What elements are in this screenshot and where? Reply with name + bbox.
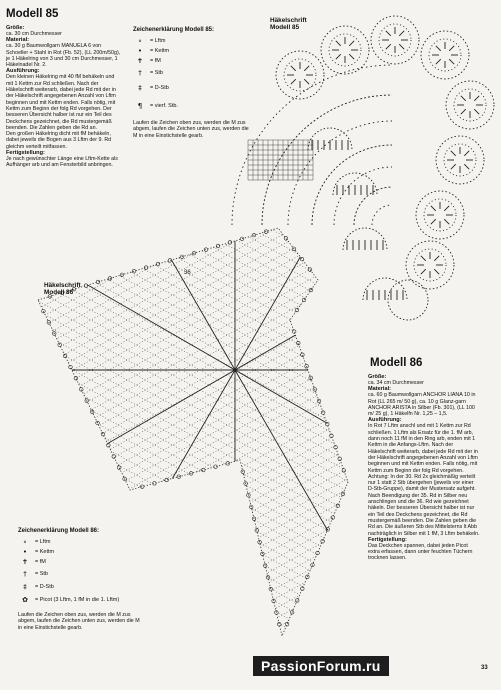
execution-label: Ausführung: — [6, 68, 40, 75]
legend-item: ✝ = fM — [18, 557, 148, 567]
legend-item: • = Kettm — [18, 547, 148, 557]
modell-86-title: Modell 86 — [370, 357, 423, 369]
legend-item: ✿ = Picot (3 Lftm, 1 fM in die 1. Lftm) — [18, 594, 148, 606]
legend-item: ∘ = Lftm — [133, 36, 253, 46]
chart-modell-85 — [232, 16, 494, 320]
chart-86-title: Häkelschrift Modell 86 — [44, 282, 81, 297]
watermark-badge: PassionForum.ru — [253, 656, 389, 676]
legend-item: ‡ = D-Stb — [133, 80, 253, 96]
material-text: ca. 60 g Baumwollgarn ANCHOR LIANA 10 in Rot (LL 265 m/ 50 g), ca. 10 g Glanz-garn ANCHOR ARISTA in Silber (Fb. 301), (LL 100 m/ 25 g), 1 Häkelfn Nr. 1,25 – 1,5. — [368, 392, 476, 418]
legend-modell-85 — [133, 27, 253, 139]
execution-text: Den kleinen Häkelring mit 40 fM behäkeln und mit 1 Kettm zur Rd schließen. Nach der Häkelschrift weiterarb, dabei jede Rd mit der in der Häkelschrift angegebenen Anzahl von Lftm beginnen und mit Kettm enden. Falls nötig, mit Kettm zum Beginn der folg Rd vorgehen. Der besseren Übersicht halber ist nur ein Teil des Deckchens gezeichnet, die Rd mustergemäß beenden. Die Zahlen geben die Rd an. — [6, 74, 116, 131]
treble-crochet-icon: ‡ — [138, 84, 142, 92]
legend-item: ✝ = fM — [133, 56, 253, 66]
legend-title: Zeichenerklärung Modell 85: — [133, 27, 215, 33]
legend-item: † = Stb — [133, 66, 253, 80]
chain-stitch-icon: ∘ — [137, 37, 143, 45]
chain-stitch-icon: ∘ — [22, 538, 28, 546]
legend-item: ¶ = vierf. Stb. — [133, 96, 253, 116]
picot-icon: ✿ — [22, 596, 28, 604]
slip-stitch-icon: • — [137, 47, 143, 55]
execution-text-2: Den großen Häkelring dicht mit fM behäkeln, dabei jeweils die Bogen aus 3 Lftm der 9. Rd gleichm verteilt mitfassen. — [6, 131, 112, 150]
modell-85-instructions — [6, 25, 122, 169]
execution-label: Ausführung: — [368, 417, 402, 424]
single-crochet-icon: ✝ — [137, 57, 143, 65]
execution-text: In Rot 7 Lftm anschl und mit 1 Kettm zur Rd schließen. 1 Lftm als Ersatz für die 1. fM arb, dann noch 11 fM in den Ring arb, enden mit 1 Kettm in die Anfangs-Lftm. Nach der Häkelschrift weiterarb, dabei jede Rd mit der in der Häkelschrift angegebenen Anzahl von Lftm beginnen und mit Kettm enden. Falls nötig, mit Kettm zum Beginn der folg Rd vorgehen. — [368, 423, 478, 474]
slip-stitch-icon: • — [22, 548, 28, 556]
double-crochet-icon: † — [138, 69, 142, 77]
legend-modell-86 — [18, 528, 148, 631]
finishing-text: Je nach gewünschter Länge eine Lftm-Kette als Aufhänger arb und am Fensterbild anbringen. — [6, 156, 118, 169]
legend-note: Laufen die Zeichen oben zus, werden die M zus abgem, laufen die Zeichen unten zus, werden die M in eine Einstichstelle gearb. — [18, 612, 140, 631]
material-label: Material: — [368, 386, 392, 393]
modell-86-instructions — [368, 374, 480, 562]
size-label: Größe: — [368, 374, 387, 380]
size-text: ca. 34 cm Durchmesser — [368, 380, 424, 386]
size-text: ca. 30 cm Durchmesser — [6, 31, 62, 37]
legend-item: ‡ = D-Stb — [18, 580, 148, 594]
page-number: 33 — [481, 665, 488, 671]
finishing-label: Fertigstellung: — [6, 150, 45, 157]
legend-item: • = Kettm — [133, 46, 253, 56]
quadruple-treble-icon: ¶ — [137, 102, 143, 110]
finishing-text: Das Deckchen spannen, dabei jeden Picot extra erfassen, dann unter feuchten Tüchern trocknen lassen. — [368, 542, 473, 562]
attention-text: Achtung: In der 30. Rd 2x gleichmäßig verteilt nur 1 statt 2 Stb übergehen (jeweils vor einer D-Stb-Gruppe), damit der Mustersatz aufgeht. Nach Beendigung der 35. Rd in Silber neu anschlingen und die 36. Rd wie gezeichnet häkeln. Der besseren Übersicht halber ist nur ein Teil des Deckchens gezeichnet, die Rd mustergemäß beenden. Die Zahlen geben die Rd an. Die äußeren Stb des Mittelsterns lt Abb nachträglich in Silber mit 1 fM, 3 Lftm behäkeln. — [368, 473, 480, 537]
legend-item: † = Stb — [18, 567, 148, 580]
double-crochet-icon: † — [23, 569, 27, 578]
legend-title: Zeichenerklärung Modell 86: — [18, 528, 100, 534]
single-crochet-icon: ✝ — [22, 558, 28, 566]
material-text: ca. 30 g Baumwollgarn MANUELA 6 von Schoeller + Stahl in Rot (Fb. 52), (LL 200m/50g), je 1 Häkelring von 3 und 30 cm Durchmesser, 1 Häkelnadel Nr. 2. — [6, 43, 121, 69]
finishing-label: Fertigstellung: — [368, 536, 407, 543]
chart-85-title: Häkelschrift Modell 85 — [270, 17, 307, 32]
legend-note: Laufen die Zeichen oben zus, werden die M zus abgem, laufen die Zeichen unten zus, werden die M in eine Einstichstelle gearb. — [133, 120, 249, 139]
treble-crochet-icon: ‡ — [23, 583, 27, 591]
legend-item: ∘ = Lftm — [18, 537, 148, 547]
size-label: Größe: — [6, 25, 25, 31]
round-label: 36 — [184, 270, 191, 276]
material-label: Material: — [6, 37, 30, 44]
modell-85-title: Modell 85 — [6, 8, 59, 20]
